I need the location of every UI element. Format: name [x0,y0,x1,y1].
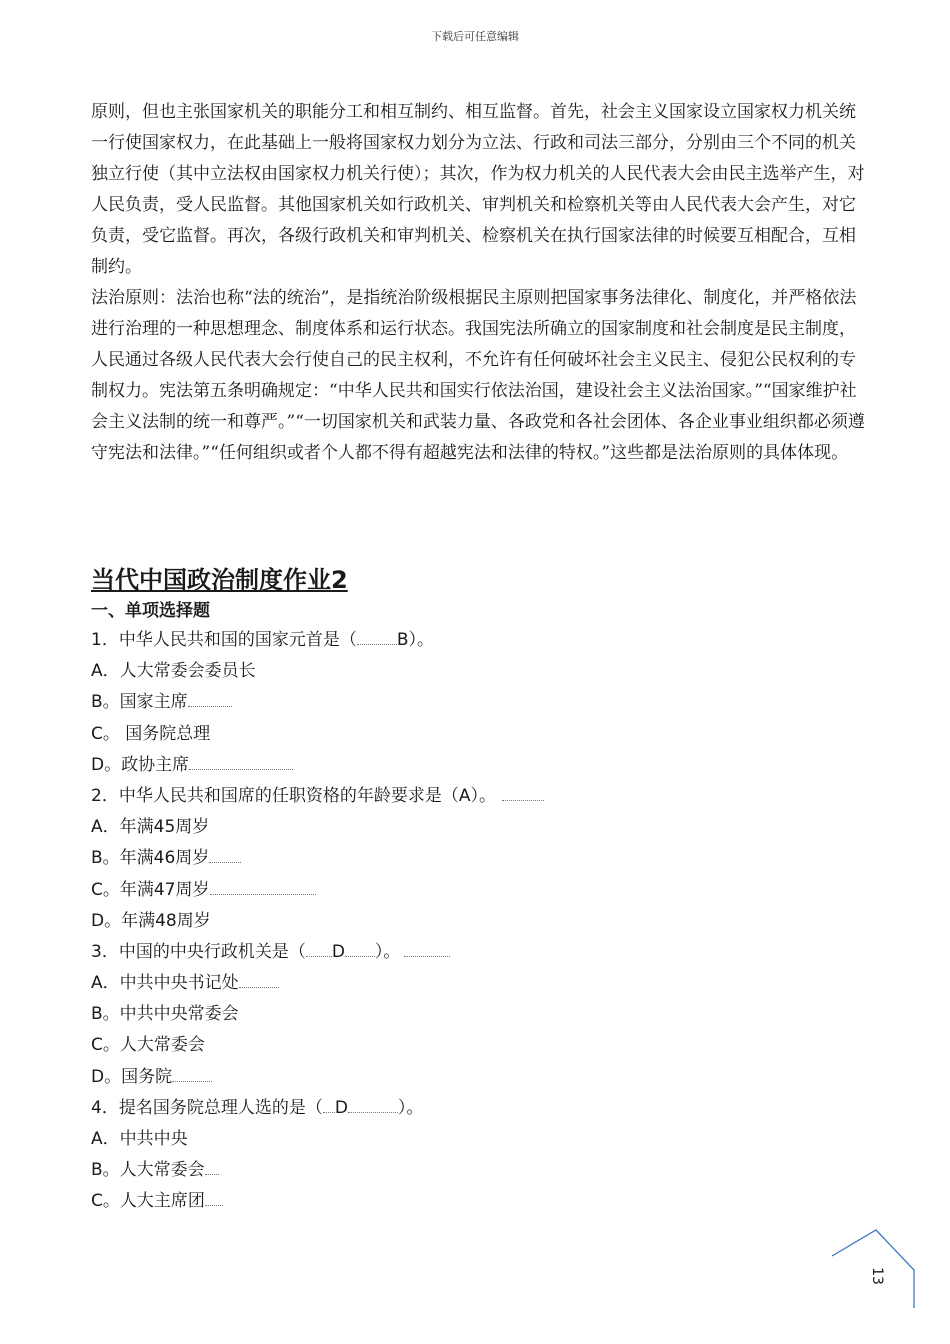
question-4-option-b [91,1155,544,1186]
question-3-end: ）。 [374,941,401,962]
question-2 [91,781,544,812]
filler-dots [188,692,232,707]
question-1-stem: 1．中华人民共和国的国家元首是（ [91,630,357,650]
option-text: B。国家主席 [91,692,188,713]
answer-blank [345,942,375,957]
option-text: C。人大主席团 [91,1191,205,1212]
filler-dots [239,973,279,988]
question-2-option-c [91,875,544,906]
page-number: 13 [868,1267,885,1285]
filler-dots [205,1191,223,1206]
question-4-answer: D [334,1097,348,1118]
question-3-option-b: B。中共中央常委会 [91,1004,239,1025]
question-3-stem: 3．中国的中央行政机关是（ [91,941,306,962]
filler-dots [210,880,316,895]
question-1-answer: B [396,630,409,650]
filler-dots [502,786,544,801]
question-3 [91,937,544,968]
question-1-end: ）。 [408,630,434,650]
question-3-option-c: C。人大常委会 [91,1035,205,1056]
question-4 [91,1093,544,1124]
question-3-option-a [91,968,544,999]
filler-dots [172,1067,212,1082]
answer-blank [357,630,397,645]
question-2-stem: 2．中华人民共和国席的任职资格的年龄要求是（ [91,785,459,806]
question-2-answer: A [458,785,471,806]
question-4-option-c [91,1186,544,1217]
question-4-option-a: A．中共中央 [91,1129,188,1149]
answer-blank [323,1098,335,1113]
answer-blank [348,1098,398,1113]
paragraph-checks-and-balances: 原则，但也主张国家机关的职能分工和相互制约、相互监督。首先，社会主义国家设立国家权力机关统一行使国家权力，在此基础上一般将国家权力划分为立法、行政和司法三部分，分别由三个不同的机关独立行使（其中立法权由国家权力机关行使）；其次，作为权力机关的人民代表大会由民主选举产生，对人民负责，受人民监督。其他国家机关如行政机关、审判机关和检察机关等由人民代表大会产生，对它负责，受它监督。再次，各级行政机关和审判机关、检察机关在执行国家法律的时候要互相配合，互相制约。 [91,102,865,277]
page-header: 下载后可任意编辑 [431,30,519,43]
option-text: B。年满46周岁 [91,848,210,869]
filler-dots [189,755,293,770]
option-text: D。政协主席 [91,754,190,775]
question-2-option-d: D。年满48周岁 [91,910,211,931]
option-text: A．中共中央书记处 [91,973,239,994]
question-1-option-d [91,750,544,781]
section-heading: 一、单项选择题 [91,601,210,621]
question-3-option-d [91,1062,544,1093]
option-text: C。年满47周岁 [91,879,210,900]
question-1-option-b [91,687,544,718]
assignment-title: 当代中国政治制度作业2 [91,566,348,594]
filler-dots [209,848,241,863]
question-list [91,625,544,1218]
option-text: D。国务院 [91,1066,173,1087]
filler-dots [404,942,450,957]
question-4-end: ）。 [397,1097,424,1118]
question-1-option-a: A．人大常委会委员长 [91,661,256,682]
question-1 [91,625,544,656]
filler-dots [205,1160,219,1175]
answer-blank [306,942,332,957]
question-2-end: ）。 [470,785,496,806]
paragraph-rule-of-law: 法治原则：法治也称“法的统治”，是指统治阶级根据民主原则把国家事务法律化、制度化，并严格依法进行治理的一种思想理念、制度体系和运行状态。我国宪法所确立的国家制度和社会制度是民主制度，人民通过各级人民代表大会行使自己的民主权利，不允许有任何破坏社会主义民主、侵犯公民权利的专制权力。宪法第五条明确规定：“中华人民共和国实行依法治国，建设社会主义法治国家。”“国家维护社会主义法制的统一和尊严。”“一切国家机关和武装力量、各政党和各社会团体、各企业事业组织都必须遵守宪法和法律。”“任何组织或者个人都不得有超越宪法和法律的特权。”这些都是法治原则的具体体现。 [91,288,865,463]
question-2-option-a: A．年满45周岁 [91,817,210,838]
question-2-option-b [91,843,544,874]
question-1-option-c: C。 国务院总理 [91,723,211,744]
option-text: B。人大常委会 [91,1160,205,1181]
question-3-answer: D [331,941,345,962]
question-4-stem: 4．提名国务院总理人选的是（ [91,1097,323,1118]
